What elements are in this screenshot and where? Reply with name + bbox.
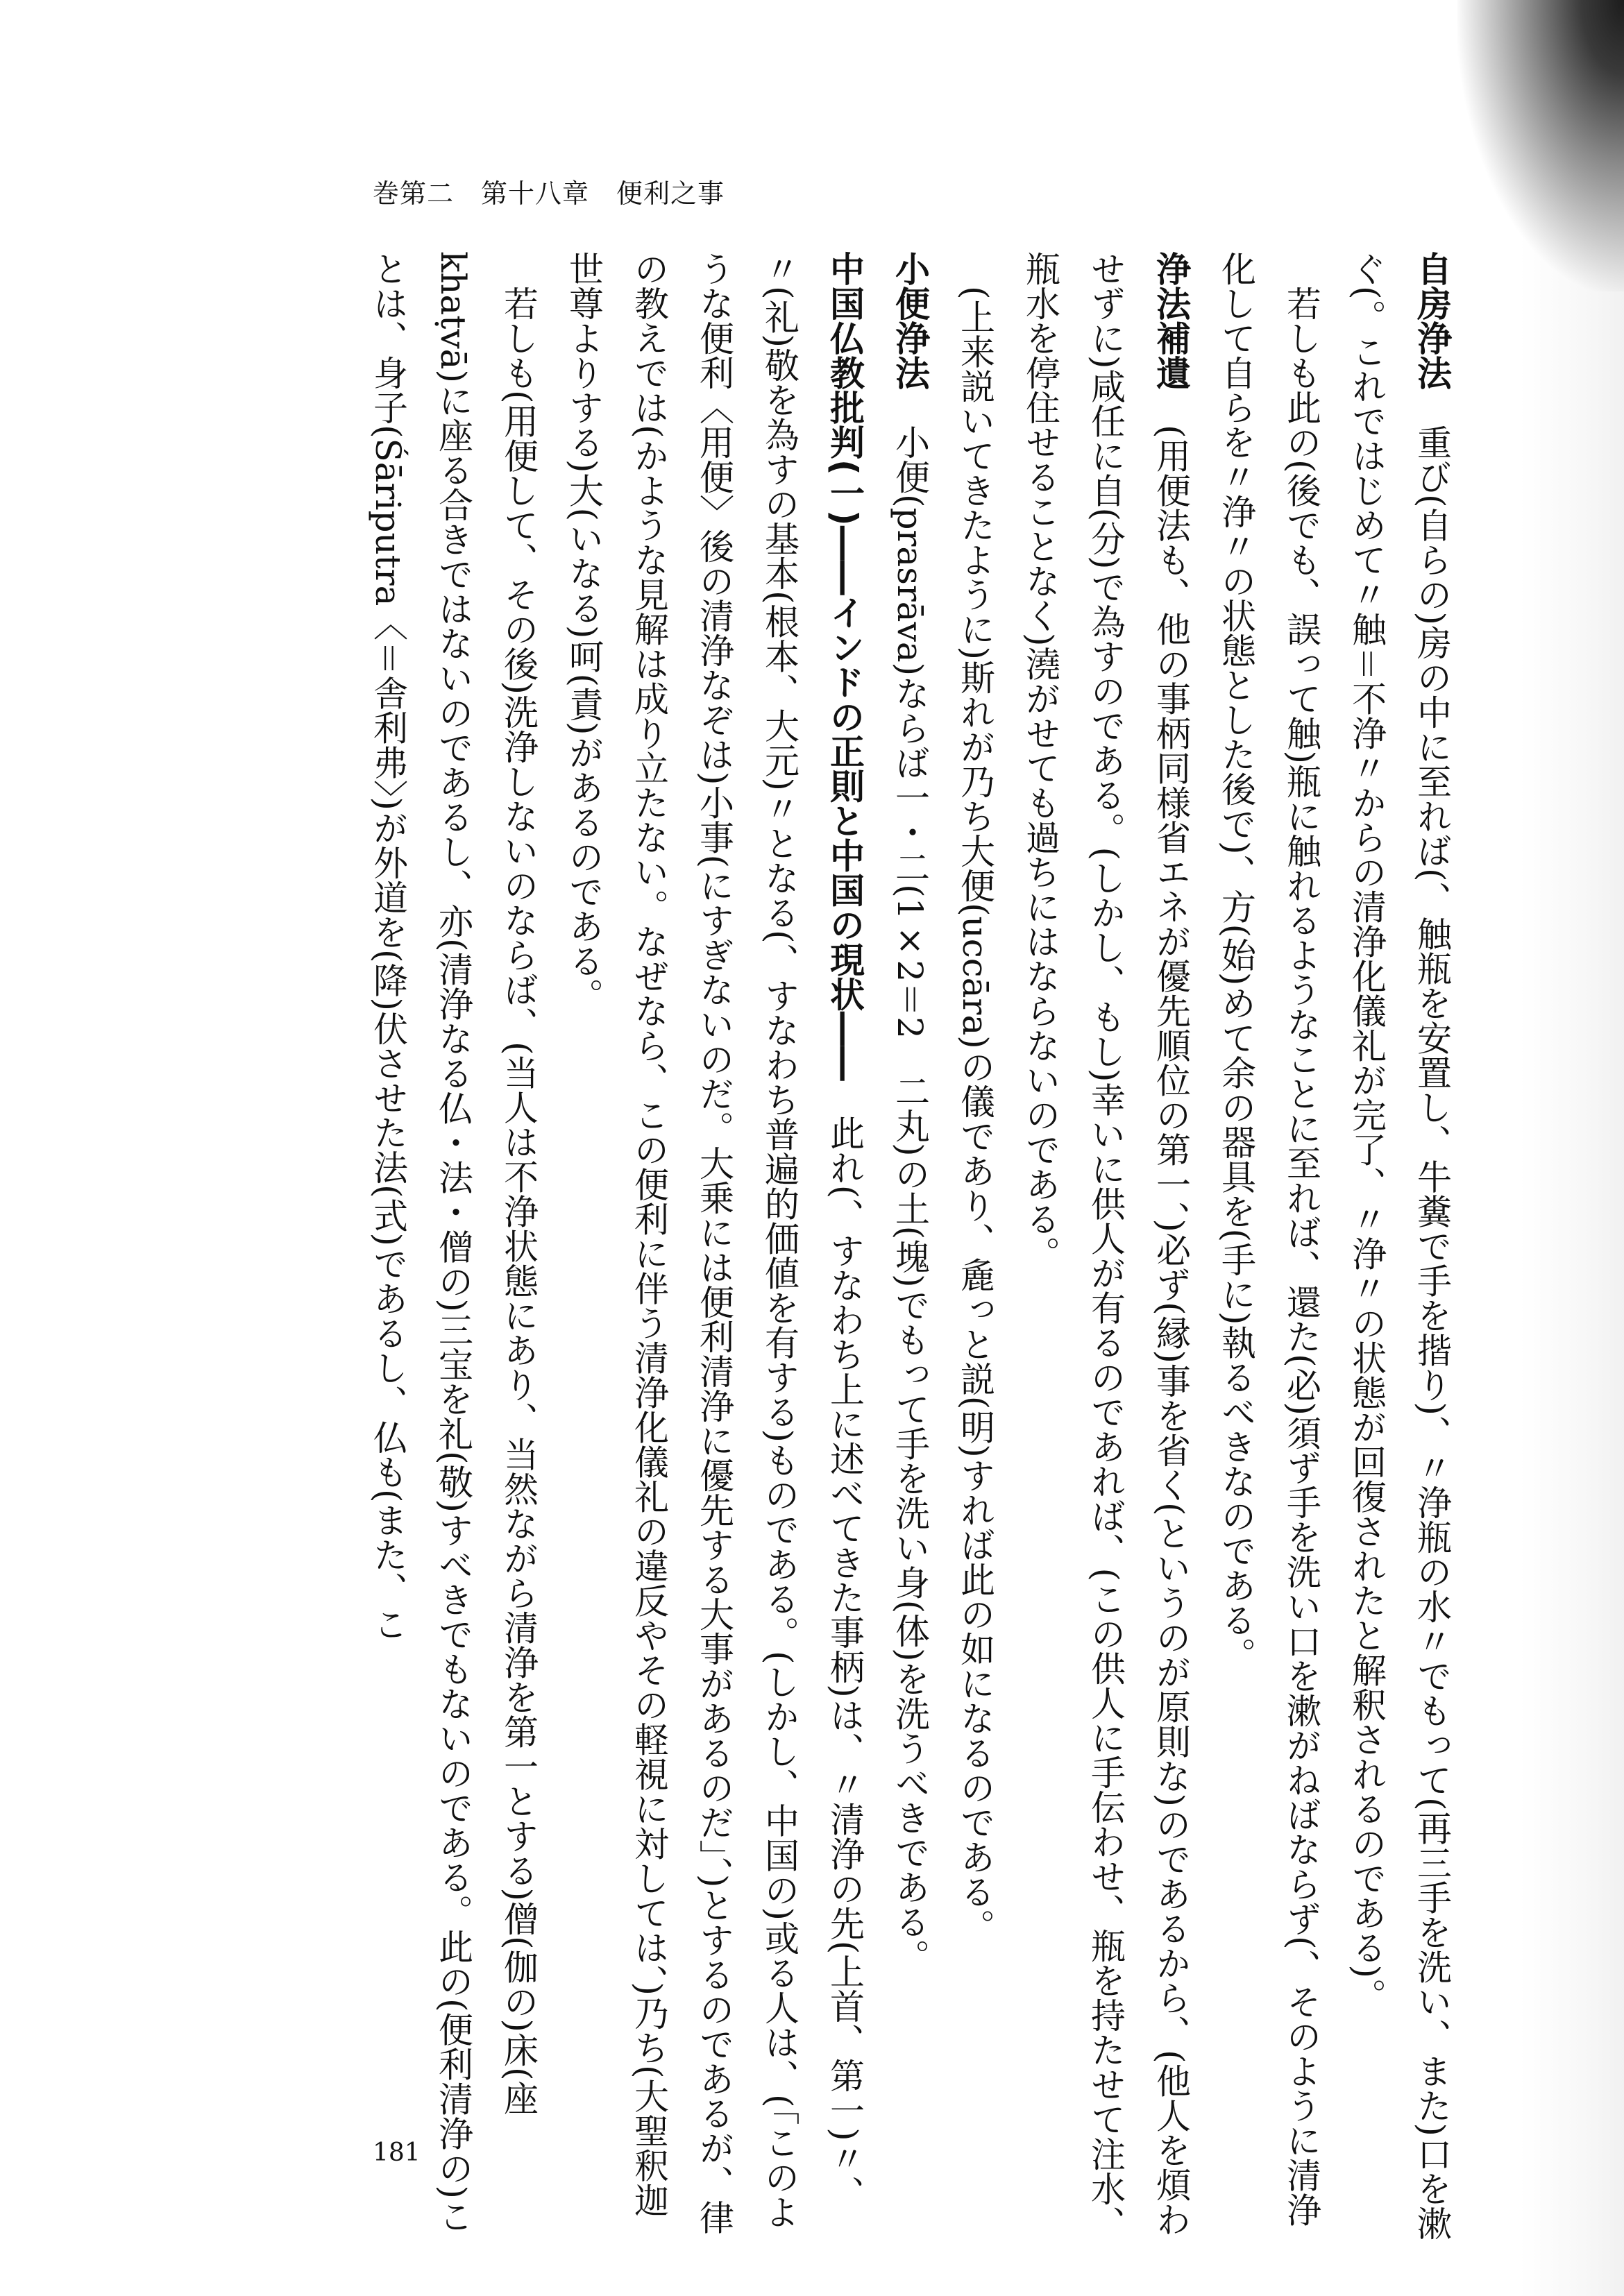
paragraph-purification-supplement — [1008, 251, 1203, 2243]
scan-shadow-corner — [1457, 0, 1624, 291]
scan-shadow-edge — [1520, 0, 1624, 2296]
paragraph-not-washing — [355, 251, 551, 2243]
paragraph-self-room-purification — [1334, 251, 1464, 2243]
section-heading-critique: 中国仏教批判(一)――インドの正則と中国の現状―― — [824, 251, 865, 1081]
paragraph-text: 若しも此の(後でも、誤って触)瓶に触れるようなことに至れば、還た(必)須ず手を洗い口を漱がねばならず(、そのように清浄化して自らを〃浄〃の状態とした後で)、方(始)めて余の器具を(手に)執るべきなのである。 — [1216, 251, 1321, 2227]
paragraph-text: (上来説いてきたように)斯れが乃ち大便(uccāra)の儀であり、麁っと説(明)すれば此の如になるのである。 — [955, 286, 995, 1944]
paragraph-text: (用便法も、他の事柄同様省エネが優先順位の第一、)必ず(縁)事を省く(というのが原則な)のであるから、(他人を煩わせずに)咸任に自(分)で為すのである。(しかし、もし)幸いに供人が有るのであれば、(この供人に手伝わせ、瓶を持たせて注水、瓶水を停住せることなく)澆がせても過ちにはならないのである。 — [1020, 251, 1191, 2241]
section-heading-self-room: 自房浄法 — [1412, 251, 1452, 390]
body-text — [215, 251, 1464, 2243]
section-heading-supplement: 浄法補遺 — [1151, 251, 1191, 390]
page-number: 181 — [373, 2138, 421, 2167]
running-head: 巻第二 第十八章 便利之事 — [373, 178, 725, 209]
paragraph-touching-vessel — [1203, 251, 1334, 2243]
paragraph-text: 此れ(、すなわち上に述べてきた事柄)は、〃清浄の先(上首、第一)〃、〃(礼)敬を為すの基本(根本、大元)〃となる(、すなわち普遍的価値を有する)ものである。(しかし、中国の)或る人は、(「このような便利〈用便〉後の清浄なぞは)小事(にすぎないのだ。大乗には便利清浄に優先する大事があるのだ」、)とするのであるが、律の教えでは(かような見解は成り立たない。なぜなら、この便利に伴う清浄化儀礼の違反やその軽視に対しては、)乃ち(大聖釈迦世尊よりする)大(いなる)呵(責)があるのである。 — [564, 251, 865, 2235]
section-heading-urine: 小便浄法 — [890, 251, 930, 390]
paragraph-text: 若しも(用便して、その後)洗浄しないのならば、(当人は不浄状態にあり、当然ながら清浄を第一とする)僧(伽の)床(座 khaṭvā)に座る合きではないのであるし、亦(清浄なる仏・法・僧の)三宝を礼(敬)すべきでもないのである。此の(便利清浄の)ことは、身子(Śāriputra〈＝舎利弗〉)が外道を(降)伏させた法(式)であるし、仏も(また、こ — [368, 251, 539, 2234]
paragraph-summary — [942, 251, 1008, 2243]
paragraph-text: 重び(自らの)房の中に至れば(、触瓶を安置し、牛糞で手を揩り)、〃浄瓶の水〃でもって(再三手を洗い、また)口を漱ぐ(。これではじめて〃触＝不浄〃からの清浄化儀礼が完了、〃浄〃の状態が回復されたと解釈されるのである)。 — [1346, 251, 1452, 2241]
paragraph-urine-purification — [877, 251, 942, 2243]
paragraph-text: 小便(prasrāva)ならば一・二(1×2＝2 二丸)の土(塊)でもって手を洗い身(体)を洗うべきである。 — [890, 390, 930, 1974]
paragraph-chinese-buddhism-critique — [551, 251, 877, 2243]
